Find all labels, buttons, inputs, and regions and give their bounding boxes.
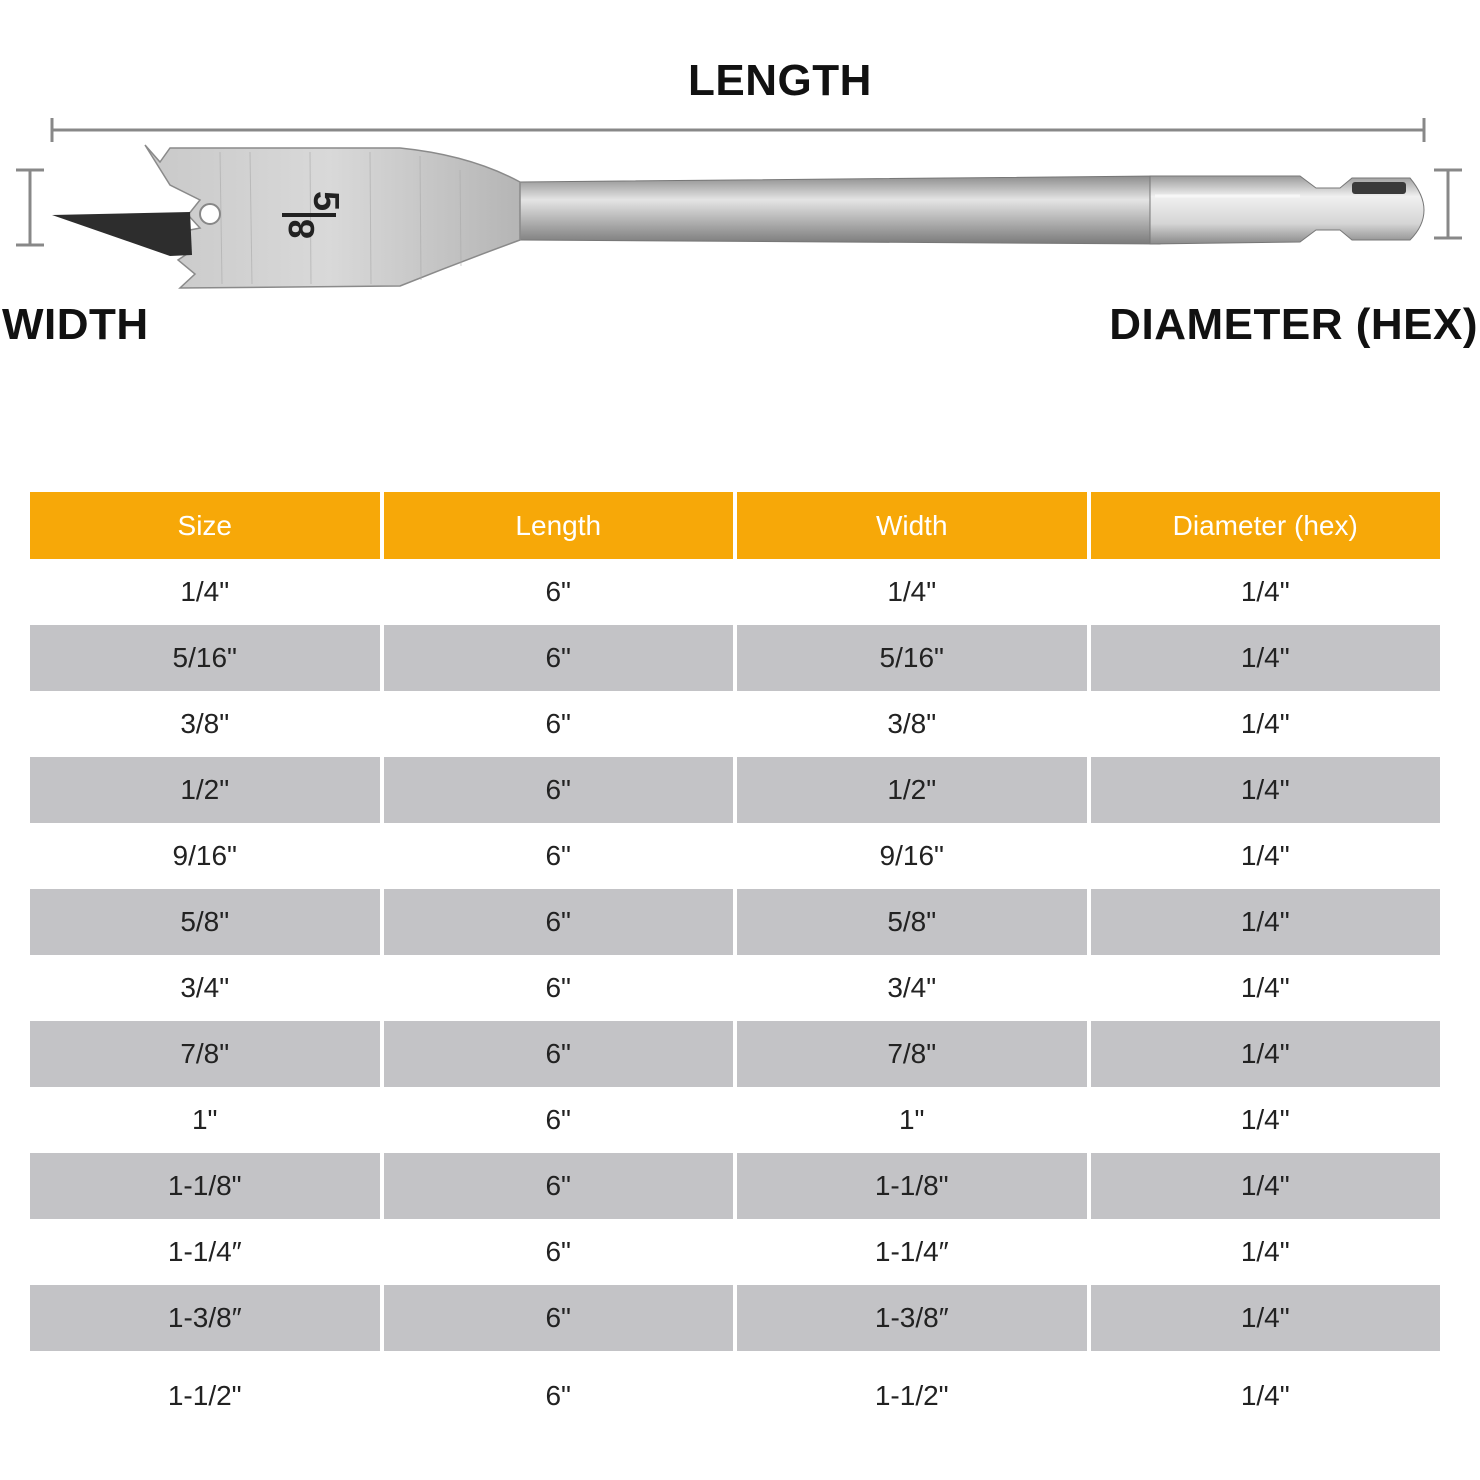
diameter-dimension-line (1434, 170, 1462, 238)
length-cell: 6" (545, 576, 571, 607)
table-row (30, 1087, 1440, 1153)
diameter-cell: 1/4" (1091, 889, 1441, 955)
size-cell: 3/4" (180, 972, 230, 1003)
width-cell: 1/4" (887, 576, 937, 607)
table-row (30, 691, 1440, 757)
diameter-cell: 1/4" (1240, 1236, 1290, 1267)
diameter-cell: 1/4" (1091, 625, 1441, 691)
length-label: LENGTH (688, 56, 872, 105)
table-row (30, 889, 1440, 955)
length-cell: 6" (384, 889, 734, 955)
size-marking-numerator: 5 (306, 190, 347, 212)
size-cell: 5/16" (30, 625, 380, 691)
table-row (30, 955, 1440, 1021)
spec-table (26, 492, 1444, 1441)
size-cell: 1" (191, 1104, 218, 1135)
table-row (30, 1285, 1440, 1351)
width-dimension-line (16, 170, 44, 245)
diameter-cell: 1/4" (1240, 1380, 1290, 1411)
header-diameter: Diameter (hex) (1091, 492, 1441, 559)
size-cell: 1/2" (30, 757, 380, 823)
length-cell: 6" (384, 625, 734, 691)
size-cell: 1/4" (180, 576, 230, 607)
table-row (30, 1021, 1440, 1087)
size-marking-denominator: 8 (281, 218, 322, 240)
width-cell: 1-3/8″ (737, 1285, 1087, 1351)
diameter-cell: 1/4" (1240, 576, 1290, 607)
table-row (30, 757, 1440, 823)
header-width: Width (737, 492, 1087, 559)
size-cell: 3/8" (180, 708, 230, 739)
size-cell: 9/16" (172, 840, 237, 871)
length-dimension-line (52, 118, 1424, 142)
width-cell: 9/16" (879, 840, 944, 871)
length-cell: 6" (545, 972, 571, 1003)
length-cell: 6" (384, 1153, 734, 1219)
length-cell: 6" (384, 1285, 734, 1351)
size-cell: 1-1/4″ (167, 1236, 242, 1267)
table-row (30, 1219, 1440, 1285)
width-cell: 3/8" (887, 708, 937, 739)
diameter-cell: 1/4" (1091, 757, 1441, 823)
table-row (30, 625, 1440, 691)
diameter-cell: 1/4" (1091, 1153, 1441, 1219)
diameter-cell: 1/4" (1240, 840, 1290, 871)
width-cell: 1-1/8" (737, 1153, 1087, 1219)
table-row (30, 823, 1440, 889)
header-size: Size (30, 492, 380, 559)
length-cell: 6" (384, 1021, 734, 1087)
width-cell: 3/4" (887, 972, 937, 1003)
width-cell: 5/16" (737, 625, 1087, 691)
diameter-cell: 1/4" (1240, 972, 1290, 1003)
table-row (30, 1351, 1440, 1441)
size-cell: 1-1/2" (167, 1380, 242, 1411)
length-cell: 6" (545, 1104, 571, 1135)
length-cell: 6" (545, 840, 571, 871)
width-cell: 1" (898, 1104, 925, 1135)
length-cell: 6" (545, 708, 571, 739)
spade-bit-illustration (0, 100, 1480, 310)
width-cell: 1-1/2" (874, 1380, 949, 1411)
size-cell: 7/8" (30, 1021, 380, 1087)
size-cell: 5/8" (30, 889, 380, 955)
width-cell: 7/8" (737, 1021, 1087, 1087)
diameter-cell: 1/4" (1240, 1104, 1290, 1135)
diameter-cell: 1/4" (1240, 708, 1290, 739)
diameter-label: DIAMETER (HEX) (1109, 300, 1478, 349)
diameter-cell: 1/4" (1091, 1021, 1441, 1087)
table-row (30, 559, 1440, 625)
width-cell: 5/8" (737, 889, 1087, 955)
header-length: Length (384, 492, 734, 559)
table-header-row (30, 492, 1440, 559)
diameter-cell: 1/4" (1091, 1285, 1441, 1351)
width-cell: 1-1/4″ (874, 1236, 949, 1267)
length-cell: 6" (384, 757, 734, 823)
width-cell: 1/2" (737, 757, 1087, 823)
length-cell: 6" (545, 1236, 571, 1267)
size-cell: 1-1/8" (30, 1153, 380, 1219)
width-label: WIDTH (2, 300, 149, 349)
size-cell: 1-3/8″ (30, 1285, 380, 1351)
length-cell: 6" (545, 1380, 571, 1411)
table-row (30, 1153, 1440, 1219)
